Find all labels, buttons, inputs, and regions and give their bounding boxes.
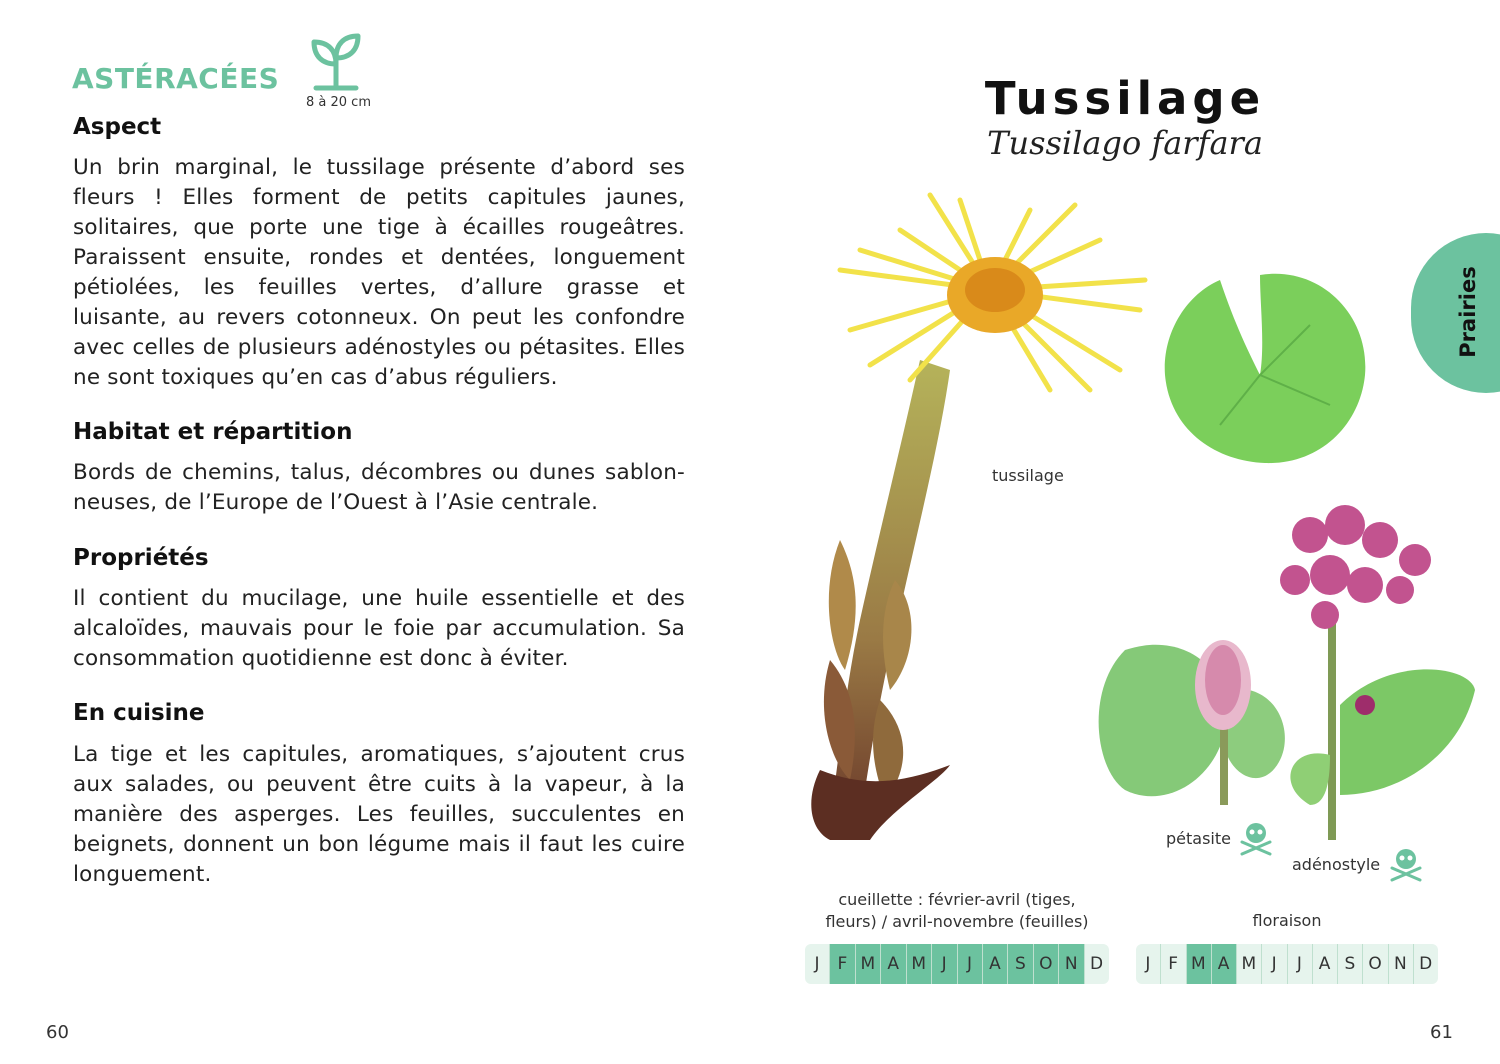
section-title-proprietes: Propriétés <box>73 545 209 571</box>
month-cell: N <box>1388 944 1413 984</box>
section-text-habitat: Bords de chemins, talus, décombres ou dunes sablon-neuses, de l’Europe de l’Ouest à l’Asie centrale. <box>73 460 685 515</box>
label-tussilage: tussilage <box>992 466 1064 485</box>
month-cell: J <box>814 954 820 974</box>
label-adenostyle: adénostyle <box>1292 855 1381 874</box>
month-cell: F <box>829 944 854 984</box>
month-cell: J <box>1287 944 1312 984</box>
month-cell: A <box>1211 944 1236 984</box>
harvest-calendar <box>805 944 1109 984</box>
plant-title: Tussilage <box>984 72 1266 125</box>
month-cell: M <box>1236 944 1261 984</box>
skull-crossbones-icon <box>1238 820 1274 856</box>
month-cell: A <box>1312 944 1337 984</box>
month-cell: F <box>1160 944 1185 984</box>
petasite-illustration <box>1085 630 1295 810</box>
bloom-calendar <box>1136 944 1438 984</box>
month-cell: J <box>1145 954 1151 974</box>
harvest-caption-line2: fleurs) / avril-novembre (feuilles) <box>825 912 1089 931</box>
tussilage-leaf-illustration <box>1160 265 1375 465</box>
family-heading: ASTÉRACÉES <box>72 62 280 95</box>
section-text-aspect: Un brin marginal, le tussilage présente d’abord ses fleurs ! Elles forment de petits capitules jaunes, solitaires, que porte une tige à écailles rougeâtres. Paraissent ensuite, rondes et dentées, longuement pétiolées, les feuilles vertes, d’allure grasse et luisante, au revers cotonneux. On peut les confondre avec celles de plusieurs adénostyles ou pétasites. Elles ne sont toxiques qu’en cas d’abus réguliers. <box>73 155 685 390</box>
section-tab-label: Prairies <box>1456 266 1480 358</box>
month-cell: J <box>931 944 956 984</box>
month-cell: M <box>855 944 880 984</box>
month-cell: A <box>880 944 905 984</box>
section-title-aspect: Aspect <box>73 114 162 140</box>
month-cell: O <box>1033 944 1058 984</box>
page-number-right: 61 <box>1430 1022 1453 1043</box>
section-title-cuisine: En cuisine <box>73 700 205 726</box>
height-label: 8 à 20 cm <box>306 95 371 110</box>
adenostyle-illustration <box>1270 505 1480 840</box>
bloom-caption: floraison <box>1252 911 1322 930</box>
month-cell: A <box>982 944 1007 984</box>
section-title-habitat: Habitat et répartition <box>73 419 353 445</box>
month-cell: N <box>1058 944 1083 984</box>
harvest-caption-line1: cueillette : février-avril (tiges, <box>838 890 1076 909</box>
month-cell: S <box>1337 944 1362 984</box>
month-cell: O <box>1362 944 1387 984</box>
month-cell: D <box>1084 944 1109 984</box>
month-cell: S <box>1007 944 1032 984</box>
section-text-cuisine: La tige et les capitules, aromatiques, s’ajoutent crus aux salades, ou peuvent être cuits à la vapeur, à la manière des asperges. Les feuilles, succulentes en beignets, donnent un bon légume mais il faut les cuire longuement. <box>73 742 685 887</box>
skull-crossbones-icon <box>1388 846 1424 882</box>
month-cell: D <box>1413 944 1438 984</box>
month-cell: J <box>1261 944 1286 984</box>
label-petasite: pétasite <box>1166 829 1231 848</box>
month-cell: M <box>906 944 931 984</box>
month-cell: M <box>1186 944 1211 984</box>
harvest-caption <box>805 889 1109 933</box>
page-number-left: 60 <box>46 1022 69 1043</box>
month-cell: J <box>957 944 982 984</box>
latin-name: Tussilago farfara <box>987 124 1263 162</box>
sprout-icon <box>308 30 364 92</box>
section-text-proprietes: Il contient du mucilage, une huile essentielle et des alcaloïdes, mauvais pour le foie par accumulation. Sa consommation quotidienne est donc à éviter. <box>73 586 685 671</box>
